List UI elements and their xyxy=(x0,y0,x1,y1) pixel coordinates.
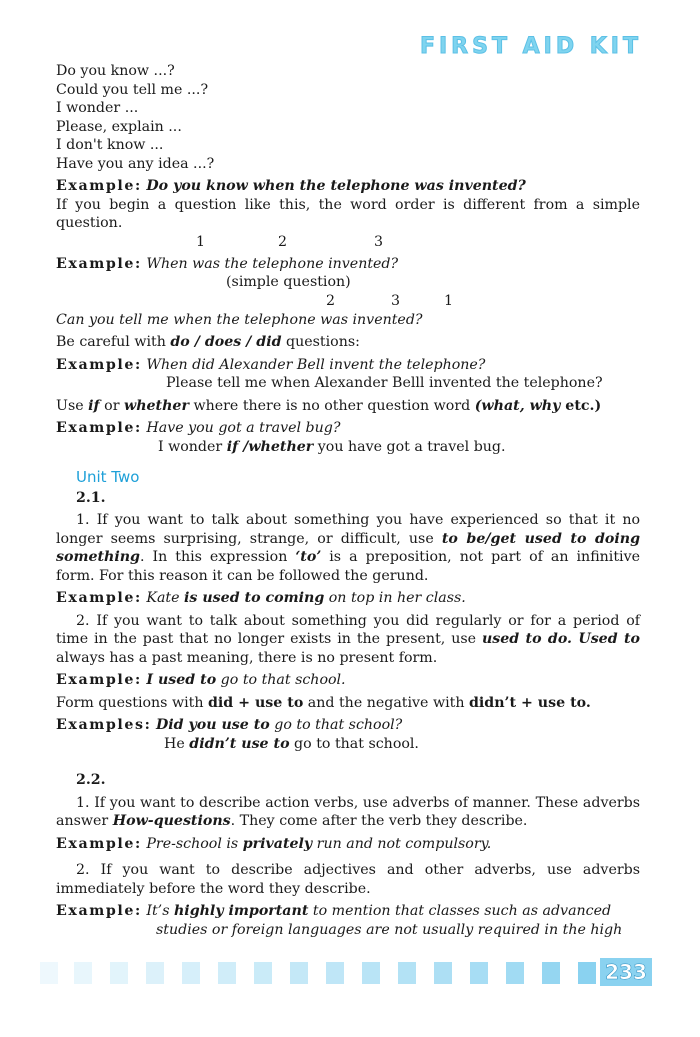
word-order-numbers-1: 1 2 3 xyxy=(196,233,384,250)
paragraph-2-2-1: 1. If you want to describe action verbs, use adverbs of manner. These adverbs answer How-questions. They come after the verb they describe. xyxy=(56,794,640,829)
page-content xyxy=(56,62,640,939)
note-word-order: If you begin a question like this, the word order is different from a simple question. xyxy=(56,196,640,231)
example-7-line2: He didn’t use to go to that school. xyxy=(164,735,419,752)
footer-decoration xyxy=(0,962,700,986)
example-2-indirect: Can you tell me when the telephone was invented? xyxy=(56,311,423,328)
example-3: Example: When did Alexander Bell invent the telephone? xyxy=(56,356,486,373)
example-4-line2: I wonder if /whether you have got a travel bug. xyxy=(158,438,506,455)
page-number: 233 xyxy=(600,958,652,986)
note-if-whether: Use if or whether where there is no other question word (what, why etc.) xyxy=(56,397,602,414)
example-8: Example: Pre-school is privately run and not compulsory. xyxy=(56,835,492,852)
example-3-line2: Please tell me when Alexander Belll invented the telephone? xyxy=(166,375,603,391)
phrase-line: Have you any idea ...? xyxy=(56,155,215,172)
example-7: Examples: Did you use to go to that school? xyxy=(56,717,403,733)
phrase-line: Do you know ...? xyxy=(56,63,175,79)
paragraph-2-1-1: 1. If you want to talk about something you have experienced so that it no longer seems surprising, strange, or difficult, use to be/get used to doing something. In this expression ‘to’ is a preposition, not part of an infinitive form. For this reason it can be followed the gerund. xyxy=(56,512,640,584)
paragraph-2-1-3: Form questions with did + use to and the negative with didn’t + use to. xyxy=(56,694,591,711)
example-1: Example: Do you know when the telephone was invented? xyxy=(56,178,526,194)
phrase-line: I don't know ... xyxy=(56,137,164,153)
example-2: Example: When was the telephone invented? xyxy=(56,255,399,272)
note-do-does-did: Be careful with do / does / did questions: xyxy=(56,334,360,350)
phrase-line: Could you tell me ...? xyxy=(56,81,209,98)
example-6: Example: I used to go to that school. xyxy=(56,672,346,688)
word-order-numbers-2: 2 3 1 xyxy=(326,292,454,309)
example-5: Example: Kate is used to coming on top in her class. xyxy=(56,590,466,606)
section-heading: 2.2. xyxy=(76,772,106,788)
phrase-line: Please, explain ... xyxy=(56,118,182,135)
paragraph-2-2-2: 2. If you want to describe adjectives and other adverbs, use adverbs immediately before the word they describe. xyxy=(56,862,640,897)
section-heading: 2.1. xyxy=(76,489,106,506)
example-9: Example: It’s highly important to mention that classes such as advanced xyxy=(56,903,612,919)
example-9-line2: studies or foreign languages are not usually required in the high xyxy=(156,921,623,938)
running-header: FIRST AID KIT xyxy=(419,34,642,59)
unit-title: Unit Two xyxy=(76,468,140,486)
phrase-line: I wonder ... xyxy=(56,100,139,116)
example-4: Example: Have you got a travel bug? xyxy=(56,420,341,436)
paragraph-2-1-2: 2. If you want to talk about something you did regularly or for a period of time in the past that no longer exists in the present, use used to do. Used to always has a past meaning, there is no present form. xyxy=(56,612,641,666)
simple-question-note: (simple question) xyxy=(226,274,351,290)
